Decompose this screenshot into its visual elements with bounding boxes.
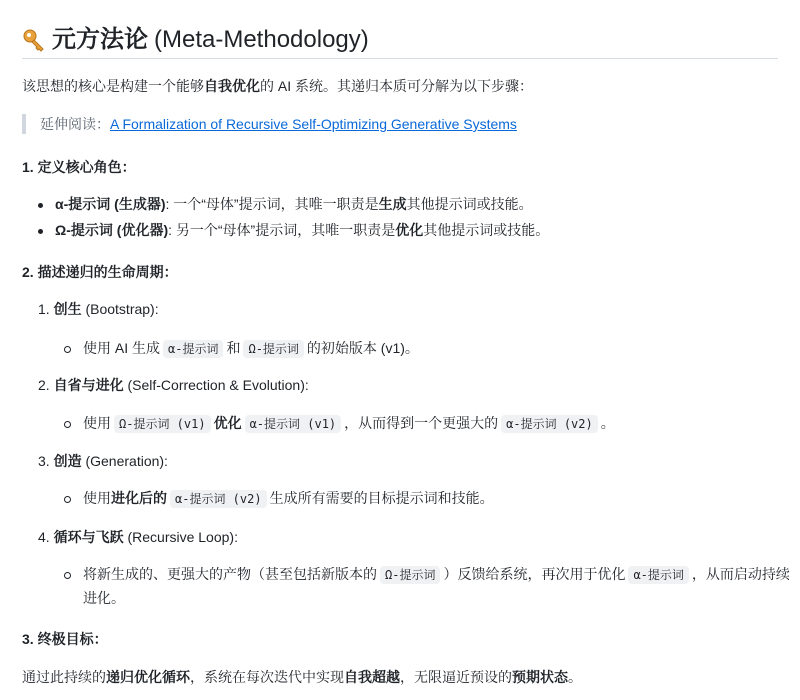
inline-code: Ω-提示词	[380, 566, 440, 584]
list-item	[38, 194, 533, 214]
step-number: 1.	[38, 301, 50, 317]
step-detail	[64, 488, 494, 509]
divider	[22, 58, 778, 59]
conclusion-paragraph	[22, 667, 582, 687]
section-3-heading: 3. 终极目标：	[22, 631, 108, 647]
step-en: (Bootstrap):	[85, 301, 159, 317]
list-item	[38, 220, 549, 240]
title-en: (Meta-Methodology)	[154, 26, 369, 53]
key-icon	[22, 28, 46, 52]
circle-bullet-icon	[64, 421, 71, 428]
bold-text: Ω-提示词 (优化器)	[55, 222, 169, 238]
text: ，从而得到一个更强大的	[344, 415, 499, 431]
step-detail	[64, 413, 615, 434]
text: 的 AI 系统。其递归本质可分解为以下步骤：	[260, 78, 534, 94]
step-detail	[64, 563, 795, 610]
step-en: (Generation):	[85, 453, 168, 469]
text: : 另一个“母体”提示词，其唯一职责是	[168, 222, 396, 238]
inline-code: α-提示词 (v2)	[501, 415, 598, 433]
text: 使用	[83, 415, 111, 431]
inline-code: α-提示词 (v2)	[170, 490, 267, 508]
inline-code: Ω-提示词	[243, 340, 303, 358]
intro-paragraph	[22, 76, 533, 96]
bold-text: 递归优化循环	[106, 669, 190, 685]
page-title	[22, 24, 369, 56]
bullet-icon	[38, 203, 43, 208]
bold-text: 优化	[213, 415, 242, 431]
step-name: 创造	[53, 453, 82, 469]
text: 通过此持续的	[22, 669, 106, 685]
step-detail	[64, 338, 419, 359]
text: 。	[568, 669, 582, 685]
text: 其他提示词或技能。	[423, 222, 550, 238]
further-reading-link[interactable]: A Formalization of Recursive Self-Optimizing Generative Systems	[110, 116, 517, 132]
lifecycle-step	[38, 451, 168, 471]
text: 。	[600, 415, 615, 431]
inline-code: α-提示词	[628, 566, 688, 584]
bullet-icon	[38, 229, 43, 234]
inline-code: α-提示词 (v1)	[245, 415, 342, 433]
inline-code: Ω-提示词 (v1)	[114, 415, 211, 433]
text: ，系统在每次迭代中实现	[190, 669, 344, 685]
bold-text: 自我优化	[204, 78, 260, 94]
quote-label: 延伸阅读：	[40, 116, 110, 132]
circle-bullet-icon	[64, 496, 71, 503]
bold-text: 自我超越	[344, 669, 400, 685]
text: ）反馈给系统，再次用于优化	[443, 566, 626, 582]
section-1-heading: 1. 定义核心角色：	[22, 159, 136, 175]
bold-text: 预期状态	[512, 669, 568, 685]
text: 其他提示词或技能。	[406, 196, 533, 212]
step-number: 2.	[38, 377, 50, 393]
text: : 一个“母体”提示词，其唯一职责是	[165, 196, 379, 212]
text: 的初始版本 (v1)。	[306, 340, 419, 356]
circle-bullet-icon	[64, 572, 71, 579]
title-zh: 元方法论	[52, 26, 148, 53]
text: 将新生成的、更强大的产物（甚至包括新版本的	[83, 566, 377, 582]
step-number: 4.	[38, 529, 50, 545]
text: 使用	[83, 490, 111, 506]
circle-bullet-icon	[64, 346, 71, 353]
bold-text: 优化	[395, 222, 424, 238]
blockquote	[22, 114, 517, 134]
step-en: (Recursive Loop):	[127, 529, 238, 545]
step-name: 自省与进化	[53, 377, 124, 393]
section-2-heading: 2. 描述递归的生命周期：	[22, 264, 178, 280]
lifecycle-step	[38, 375, 309, 395]
step-name: 循环与飞跃	[53, 529, 124, 545]
inline-code: α-提示词	[163, 340, 223, 358]
text: ，无限逼近预设的	[400, 669, 512, 685]
text: 使用 AI 生成	[83, 340, 161, 356]
bold-text: 生成	[378, 196, 407, 212]
bold-text: α-提示词 (生成器)	[55, 196, 166, 212]
text: ，从而启动持续进化。	[83, 566, 790, 606]
lifecycle-step	[38, 299, 159, 319]
text: 该思想的核心是构建一个能够	[22, 78, 204, 94]
step-number: 3.	[38, 453, 50, 469]
lifecycle-step	[38, 527, 238, 547]
bold-text: 进化后的	[111, 490, 167, 506]
step-name: 创生	[53, 301, 82, 317]
step-en: (Self-Correction & Evolution):	[127, 377, 309, 393]
text: 和	[226, 340, 241, 356]
text: 生成所有需要的目标提示词和技能。	[269, 490, 494, 506]
